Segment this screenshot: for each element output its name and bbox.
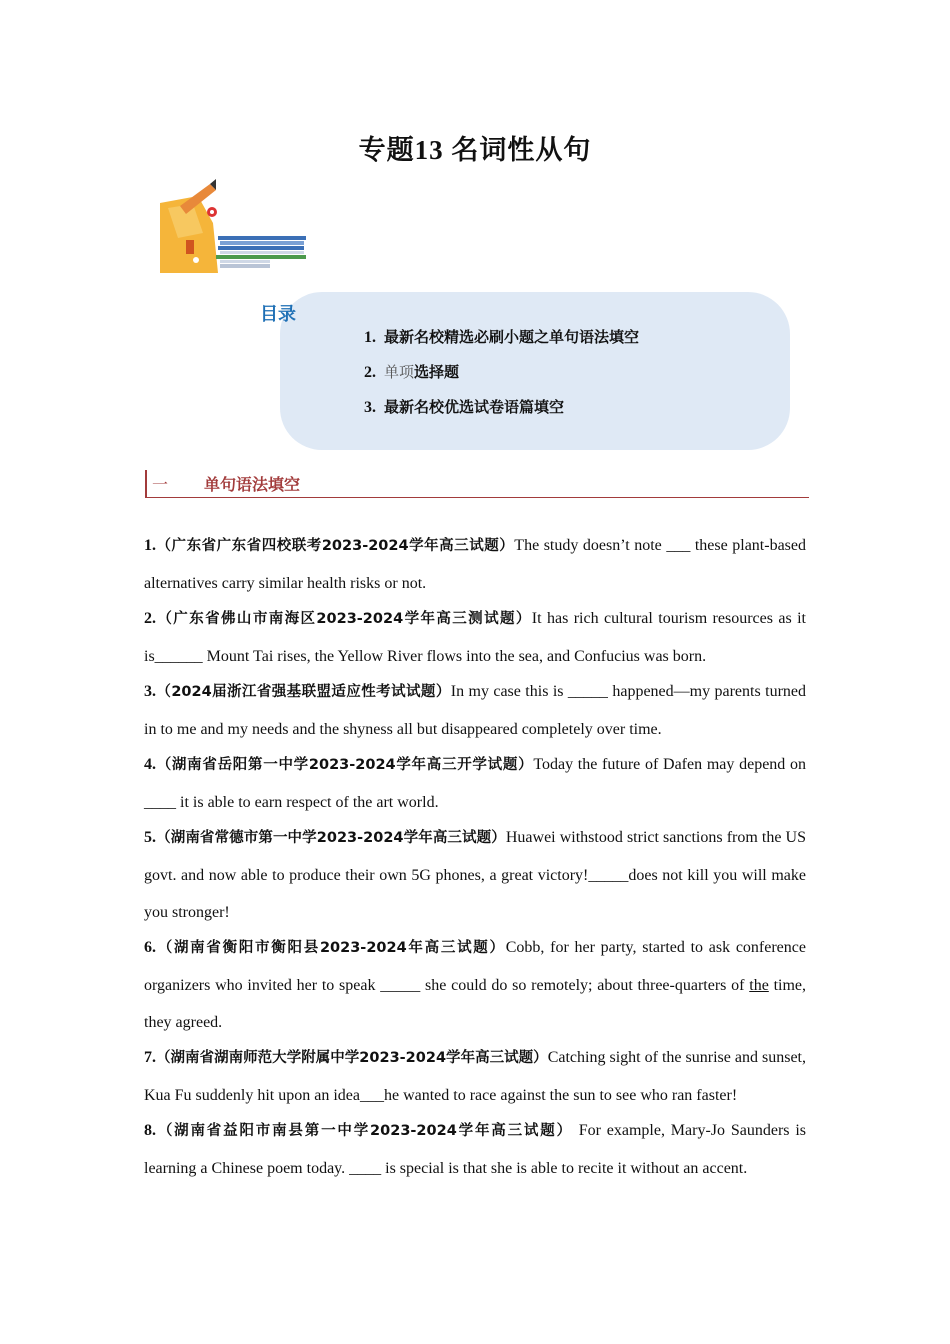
question-text: Today the future of Dafen may depend on (533, 756, 807, 773)
question-source: （湖南省常德市第一中学2023-2024学年高三试题） (156, 830, 506, 846)
question-text: Huawei withstood strict sanctions from the US govt. and now able to produce their own 5G phones, a great victory! (144, 829, 807, 884)
question-source: （湖南省岳阳第一中学2023-2024学年高三开学试题） (156, 757, 534, 773)
answer-blank: ___ (359, 1087, 384, 1104)
question-list (144, 527, 806, 1185)
question-item (144, 600, 806, 675)
question-number: 6. (144, 939, 156, 956)
answer-blank: ____ (349, 1160, 382, 1177)
toc-item-number: 3. (364, 399, 376, 416)
question-item (144, 746, 806, 821)
question-source: （湖南省衡阳市衡阳县2023-2024年高三试题） (156, 940, 506, 956)
question-number: 7. (144, 1049, 156, 1066)
question-item (144, 819, 806, 931)
answer-blank: ___ (666, 537, 691, 554)
underlined-word: the (749, 977, 769, 994)
question-source: （广东省佛山市南海区2023-2024学年高三测试题） (156, 611, 532, 627)
question-text: It has rich cultural tourism resources as it is (144, 610, 806, 665)
question-number: 8. (144, 1122, 156, 1139)
answer-blank: ______ (154, 648, 203, 665)
question-text: Catching sight of the sunrise and sunset, Kua Fu suddenly hit upon an idea (144, 1049, 806, 1104)
question-item (144, 527, 806, 602)
question-number: 3. (144, 683, 156, 700)
question-text: he wanted to race against the sun to see who ran faster! (383, 1087, 738, 1104)
toc-item-label: 选择题 (414, 363, 460, 381)
toc-item (364, 326, 639, 361)
toc-label: 目录 (260, 304, 296, 325)
toc-item-number: 2. (364, 364, 376, 381)
toc-item (364, 361, 639, 396)
question-text: For example, Mary-Jo Saunders is learning a Chinese poem today. (144, 1122, 806, 1177)
question-source: （2024届浙江省强基联盟适应性考试试题） (156, 684, 451, 700)
section-header (145, 470, 809, 498)
question-text: these plant-based alternatives carry similar health risks or not. (144, 537, 807, 592)
question-text: is special is that she is able to recite it without an accent. (381, 1160, 748, 1177)
question-text: time, they agreed. (144, 977, 806, 1031)
question-text: does not kill you will make you stronger! (144, 867, 806, 921)
question-item (144, 1039, 806, 1114)
toc-item-label: 最新名校优选试卷语篇填空 (384, 398, 565, 416)
question-number: 2. (144, 610, 156, 627)
question-number: 5. (144, 829, 156, 846)
question-source: （广东省广东省四校联考2023-2024学年高三试题） (156, 538, 515, 554)
answer-blank: _____ (567, 683, 608, 700)
question-number: 4. (144, 756, 156, 773)
toc-item-label: 单项 (384, 363, 415, 381)
question-text: happened—my parents turned in to me and my needs and the shyness all but disappeared completely over time. (144, 683, 806, 738)
question-text: Cobb, for her party, started to ask conference organizers who invited her to speak (144, 939, 806, 994)
answer-blank: _____ (588, 867, 629, 884)
toc-list (364, 326, 639, 431)
toc-item-number: 1. (364, 329, 376, 346)
question-text: In my case this is (450, 683, 568, 700)
question-text: it is able to earn respect of the art world. (176, 794, 439, 811)
question-item (144, 673, 806, 748)
answer-blank: ____ (144, 794, 176, 811)
section-title: 单句语法填空 (204, 475, 301, 494)
question-text: The study doesn’t note (514, 537, 667, 554)
question-item (144, 929, 806, 1041)
toc-item-label: 最新名校精选必刷小题之单句语法填空 (384, 328, 640, 346)
pencil-books-illustration (158, 178, 308, 273)
question-source: （湖南省益阳市南县第一中学2023-2024学年高三试题） (156, 1123, 573, 1139)
question-text: she could do so remotely; about three-quarters of (420, 977, 750, 994)
question-source: （湖南省湖南师范大学附属中学2023-2024学年高三试题） (156, 1050, 548, 1066)
answer-blank: _____ (380, 977, 421, 994)
section-number: 一 (152, 475, 169, 494)
toc-item (364, 396, 639, 431)
question-number: 1. (144, 537, 156, 554)
page-title: 专题13 名词性从句 (358, 135, 592, 165)
question-item (144, 1112, 806, 1187)
question-text: Mount Tai rises, the Yellow River flows into the sea, and Confucius was born. (202, 648, 707, 665)
